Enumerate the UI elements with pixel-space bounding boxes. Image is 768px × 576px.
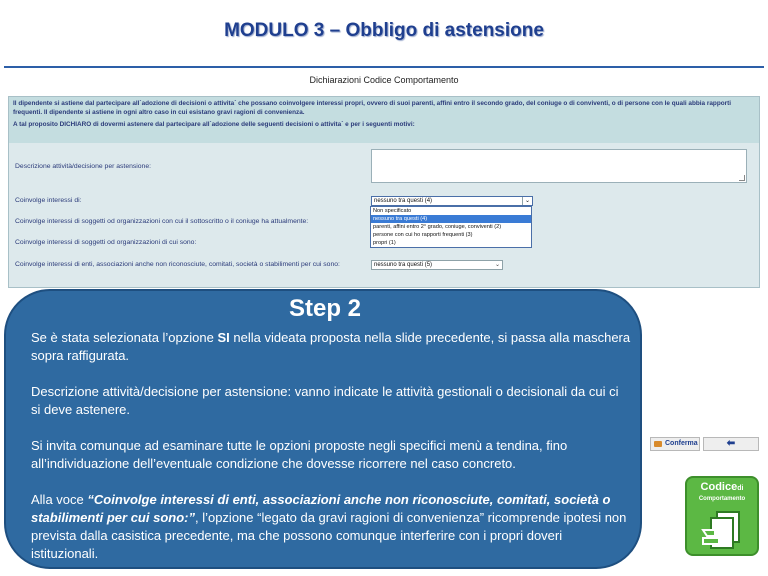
step-body [31,329,631,563]
step-paragraph-3: Si invita comunque ad esaminare tutte le opzioni proposte negli specifici menù a tendina, fino all’individuazione dell’eventuale condizione che dovesse ricorrere nel caso concreto. [31,438,568,471]
dropdown-option-selected[interactable]: nessuno tra questi (4) [371,215,531,223]
hands-document-icon [701,508,745,552]
back-button[interactable] [703,437,759,451]
info-text-dichiaro: A tal proposito DICHIARO di dovermi astenere dal partecipare all`adozione delle seguenti decisioni o attivita` e per i seguenti motivi: [13,121,415,129]
logo-word: Codice [700,481,738,493]
label-descrizione: Descrizione attività/decisione per astensione: [15,163,152,170]
chevron-down-icon: ⌄ [494,262,500,268]
form-panel [8,96,760,288]
step-paragraph-1 [31,329,631,365]
step-title: Step 2 [288,295,362,322]
dropdown-option[interactable]: propri (1) [373,240,396,246]
step-text: Alla voce [31,492,88,507]
step-callout [4,289,642,569]
form-header: Dichiarazioni Codice Comportamento [309,75,459,85]
dropdown-option[interactable]: persone con cui ho rapporti frequenti (3) [373,232,473,238]
chevron-down-icon[interactable]: ⌄ [522,197,532,205]
dropdown-option[interactable]: parenti, affini entro 2° grado, coniuge, conviventi (2) [373,224,502,230]
label-soggetti-sono: Coinvolge interessi di soggetti od organizzazioni di cui sono: [15,239,197,246]
interessi-select-value: nessuno tra questi (4) [374,198,433,204]
logo-subtitle: Comportamento [698,496,746,502]
step-text: nella videata proposta nella slide precedente, si passa alla maschera sopra raffigurata. [31,330,631,363]
back-arrow-icon: ⬅ [726,438,736,449]
confirm-button[interactable] [650,437,700,451]
info-text-obbligo: Il dipendente si astiene dal partecipare all`adozione di decisioni o attivita` che possano coinvolgere interessi propri, ovvero di suoi parenti, affini entro il secondo grado, del coniuge o di conviventi, o di persone con le quali abbia rapporti frequenti. Il dipendente si astiene in ogni altro caso in cui esistano gravi ragioni di convenienza. [13,100,732,116]
step-text-italic: “Coinvolge interessi di enti, associazioni anche non riconosciute, comitati, società o stabilimenti per cui sono:” [31,492,611,525]
dropdown-option[interactable]: Non specificato [373,208,412,214]
label-soggetti-attualmente: Coinvolge interessi di soggetti od organizzazioni con cui il sottoscritto o il coniuge ha attualmente: [15,218,309,225]
label-enti: Coinvolge interessi di enti, associazioni anche non riconosciute, comitati, società o stabilimenti per cui sono: [15,261,340,268]
step-text-bold: SI [217,330,230,345]
logo-word: di [737,485,744,492]
title-divider [4,66,764,68]
interessi-dropdown-list[interactable] [370,206,532,248]
slide-title: MODULO 3 – Obbligo di astensione [224,20,544,41]
interessi-select[interactable] [371,196,533,206]
enti-select-value: nessuno tra questi (5) [374,262,433,268]
step-paragraph-2: Descrizione attività/decisione per astensione: vanno indicate le attività gestionali o decisionali da cui ci si deve astenere. [31,384,619,417]
confirm-label: Conferma [665,440,698,447]
step-paragraph-4 [31,491,631,563]
enti-select[interactable] [371,260,503,270]
logo-title [687,481,757,493]
info-bar [9,97,759,143]
confirm-icon [654,441,662,447]
step-text: , l’opzione “legato da gravi ragioni di convenienza” ricomprende ipotesi non prevista dalla casistica precedente, ma che possono comunque interferire con i propri doveri istituzionali. [31,510,627,561]
form-window [4,70,764,290]
descrizione-textarea[interactable] [371,149,747,183]
codice-comportamento-logo [685,476,759,556]
label-interessi: Coinvolge interessi di: [15,197,82,204]
step-text: Se è stata selezionata l’opzione [31,330,218,345]
